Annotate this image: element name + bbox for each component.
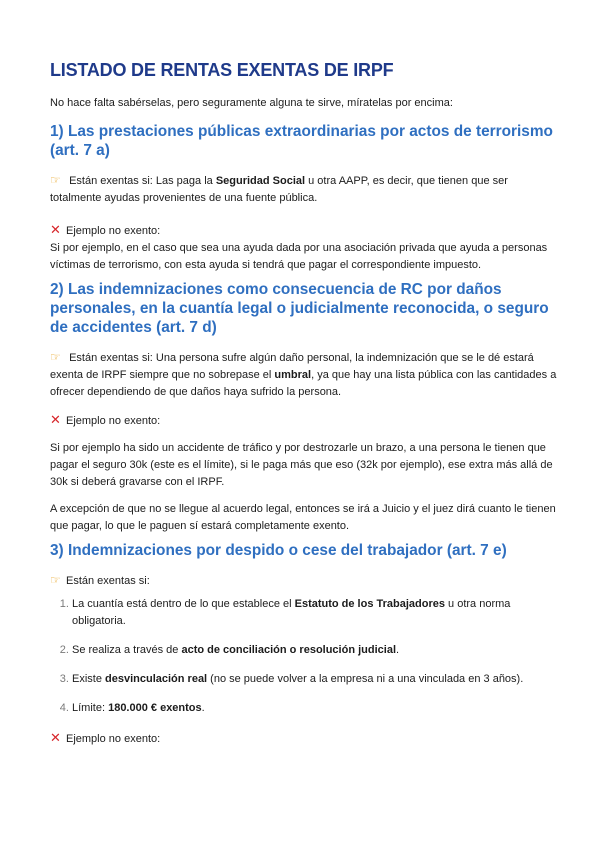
section-2-no-exento-text: Si por ejemplo ha sido un accidente de tráfico y por destrozarle un brazo, a una persona le tienen que pagar el seguro 30k (este es el límite), si le paga más que eso (32k por ejemplo), ese extra más allá de 30k si deberá gravarse con el IRPF. [50, 442, 553, 488]
conditions-list [50, 596, 560, 717]
section-3-heading: 3) Indemnizaciones por despido o cese del trabajador (art. 7 e) [50, 542, 507, 559]
document-page [50, 60, 560, 748]
page-title: LISTADO DE RENTAS EXENTAS DE IRPF [50, 60, 394, 80]
cross-mark-icon: ✕ [50, 222, 61, 237]
section-2-no-exento-label: ✕ Ejemplo no exento: [50, 412, 161, 427]
section-1-no-exento-label: ✕ Ejemplo no exento: [50, 222, 161, 237]
section-2-exenta: ☞ Están exentas si: Una persona sufre algún daño personal, la indemnización que se le dé estará exenta de IRPF siempre que no sobrepase el umbral, ya que hay una lista pública con las cantidades a ofrecer dependiendo de que daños haya sufrido la persona. [50, 350, 557, 398]
cross-mark-icon: ✕ [50, 412, 61, 427]
section-1-exenta: ☞ Están exentas si: Las paga la Seguridad Social u otra AAPP, es decir, que tienen que ser totalmente ayudas provenientes de una fuente pública. [50, 173, 508, 204]
cross-mark-icon: ✕ [50, 730, 61, 745]
section-3-exenta-label: ☞ Están exentas si: [50, 573, 150, 587]
section-3-no-exento-label: ✕ Ejemplo no exento: [50, 730, 161, 745]
list-item: 3. Existe desvinculación real (no se puede volver a la empresa ni a una vinculada en 3 años). [72, 671, 560, 688]
list-item: 2. Se realiza a través de acto de conciliación o resolución judicial. [72, 642, 560, 659]
section-1-heading: 1) Las prestaciones públicas extraordinarias por actos de terrorismo (art. 7 a) [50, 123, 553, 159]
section-2-heading: 2) Las indemnizaciones como consecuencia de RC por daños personales, en la cuantía legal o judicialmente reconocida, o seguro de accidentes (art. 7 d) [50, 281, 549, 336]
section-2-extra-text: A excepción de que no se llegue al acuerdo legal, entonces se irá a Juicio y el juez dirá cuanto le tienen que pagar, lo que le paguen sí estará completamente exento. [50, 503, 556, 532]
backhand-index-pointing-right-icon: ☞ [50, 350, 61, 364]
backhand-index-pointing-right-icon: ☞ [50, 573, 61, 587]
list-item: 1. La cuantía está dentro de lo que establece el Estatuto de los Trabajadores u otra norma obligatoria. [72, 596, 560, 630]
section-1-no-exento-text: Si por ejemplo, en el caso que sea una ayuda dada por una asociación privada que ayuda a personas víctimas de terrorismo, con esta ayuda si tendrá que pagar el correspondiente impuesto. [50, 242, 548, 271]
list-item: 4. Límite: 180.000 € exentos. [72, 700, 560, 717]
intro-text: No hace falta sabérselas, pero seguramente alguna te sirve, míratelas por encima: [50, 97, 453, 109]
backhand-index-pointing-right-icon: ☞ [50, 173, 61, 187]
